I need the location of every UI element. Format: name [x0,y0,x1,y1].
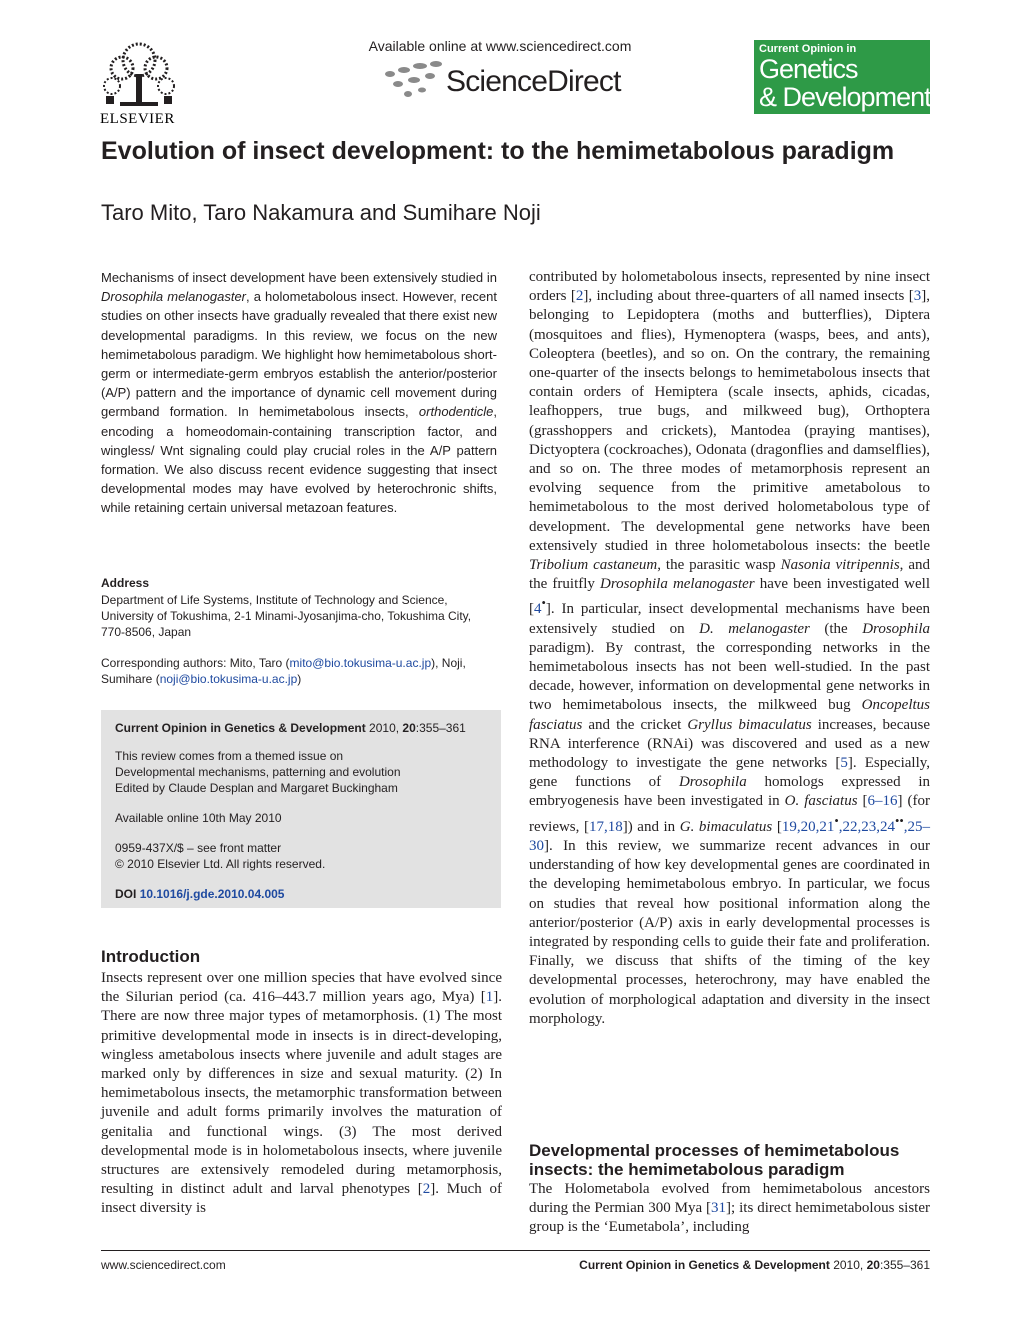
footer-divider [101,1250,930,1251]
abstract [101,268,497,518]
citation-link[interactable]: ,25–30 [529,818,930,854]
citation-link[interactable]: ,22,23,24 [838,818,895,835]
species-name: G. bimaculatus [679,818,773,835]
body-text: [ [772,818,782,835]
address [101,592,501,640]
body-text: increases, because RNA interference (RNAi) was discovered and used as a new methodology to investigate the gene networks [ [529,716,930,772]
info-year: 2010, [369,721,400,735]
footer-citation [579,1258,930,1272]
body-text: ]; its direct hemimetabolous sister group is the ‘Eumetabola’, including [529,1200,930,1236]
sciencedirect-wordmark: ScienceDirect [446,65,621,98]
species-name: Oncopeltus fasciatus [529,697,930,733]
elsevier-wordmark: ELSEVIER [100,111,175,127]
journal-logo-line2: & Development [759,82,931,112]
email-link[interactable]: mito@bio.tokusima-u.ac.jp [289,656,432,670]
body-text: The Holometabola evolved from hemimetabolous ancestors during the Permian 300 Mya [ [529,1181,930,1217]
elsevier-logo [100,40,180,130]
citation-link[interactable]: 4 [534,601,542,618]
footer-pages: :355–361 [879,1258,930,1272]
body-text: contributed by holometabolous insects, represented by nine insect orders [ [529,269,930,305]
body-text: ], including about three-quarters of all named insects [ [583,288,914,305]
section-heading: Developmental processes of hemimetabolous insects: the hemimetabolous paradigm [529,1141,900,1179]
recommended-bullet: • [834,813,839,828]
body-text: , the parasitic wasp [657,557,781,574]
info-themed-issue: This review comes from a themed issue on [115,749,344,763]
species-name: Nasonia vitripennis [780,557,900,574]
address-line: Department of Life Systems, Institute of Technology and Science, [101,593,448,607]
journal-logo-line1: Genetics [759,54,858,84]
section-text [529,1180,930,1238]
info-pages: :355–361 [415,721,466,735]
body-text: and the cricket [582,716,688,733]
recommended-bullet: •• [894,813,904,828]
footer-year: 2010, [829,1258,867,1272]
info-doi [115,886,284,902]
species-name: D. melanogaster [699,620,810,637]
footer-volume: 20 [866,1258,880,1272]
citation-link[interactable]: 6–16 [867,793,898,810]
info-available: Available online 10th May 2010 [115,811,282,825]
citation-link[interactable]: 3 [913,288,922,305]
corresponding-authors [101,655,501,687]
species-name: Drosophila [862,620,930,637]
body-text: homologs expressed in embryogenesis have been investigated in [529,774,931,810]
address-line: University of Tokushima, 2-1 Minami-Jyosanjima-cho, Tokushima City, [101,609,472,623]
citation-link[interactable]: 2 [422,1181,431,1198]
right-column-text [529,268,930,1029]
gene-name: orthodenticle [418,404,494,420]
elsevier-tree-icon [100,40,178,108]
citation-link[interactable]: 2 [575,288,584,305]
sciencedirect-logo [384,60,644,104]
address-heading: Address [101,576,150,590]
body-text: ]. Especially, gene functions of [529,755,931,791]
citation-link[interactable]: 1 [485,989,494,1006]
species-name: Drosophila [678,774,747,791]
body-text: ]) and in [622,818,680,835]
article-authors: Taro Mito, Taro Nakamura and Sumihare Noji [101,200,541,225]
citation-link[interactable]: 19,20,21 [781,818,835,835]
species-name: Drosophila melanogaster [101,289,247,305]
body-text: [ [857,793,868,810]
body-text: ]. Much of insect diversity is [101,1181,502,1217]
body-text: ] (for reviews, [ [529,793,931,835]
journal-logo-top: Current Opinion in [759,43,857,55]
doi-link[interactable]: 10.1016/j.gde.2010.04.005 [139,887,285,901]
introduction-text [101,969,502,1219]
species-name: Drosophila melanogaster [600,576,755,593]
info-issn: 0959-437X/$ – see front matter [115,841,282,855]
body-text: ], belonging to Lepidoptera (moths and butterflies), Diptera (mosquitoes and flies), Hymenoptera (wasps, bees, and ants), Coleoptera (beetles), and so on. On the contrary, the remaining one-quarter of the insects belongs to hemimetabolous insects that contain orders of Hemiptera (scale insects, aphids, cicadas, leafhoppers, true bugs, and milkweed bug), Orthoptera (grasshoppers and crickets), Mantodea (praying mantises), Dictyoptera (cockroaches), Odonata (dragonflies and damselflies), and so on. The three modes of metamorphosis represent an evolving sequence from the primitive ametabolous to hemimetabolous to the most derived holometabolous type of development. The developmental gene networks have been extensively studied in three holometabolous insects: the beetle [529,288,930,554]
info-journal-name: Current Opinion in Genetics & Development [115,721,366,735]
abstract-text: Mechanisms of insect development have been extensively studied in [101,270,497,285]
body-text: (the [809,620,863,637]
body-text: ]. In particular, insect developmental mechanisms have been extensively studied on [529,601,930,637]
species-name: Tribolium castaneum [529,557,658,574]
info-journal [115,720,466,736]
corresponding-text: Sumihare ( [101,672,160,686]
citation-link[interactable]: 31 [711,1200,727,1217]
abstract-text: , a holometabolous insect. However, recent studies on other insects have gradually revealed that there exist new developmental paradigms. In this review, we focus on the new hemimetabolous paradigm. We highlight how hemimetabolous short-germ or intermediate-germ embryos establish the anterior/posterior (A/P) pattern and the importance of dynamic cell movement during germband formation. In hemimetabolous insects, [101,289,497,420]
citation-link[interactable]: 17,18 [588,818,623,835]
species-name: Gryllus bimaculatus [687,716,812,733]
address-line: 770-8506, Japan [101,625,192,639]
body-text: Insects represent over one million species that have evolved since the Silurian period (ca. 416–443.7 million years ago, Mya) [ [101,970,502,1006]
species-name: O. fasciatus [784,793,858,810]
citation-link[interactable]: 5 [840,755,848,772]
corresponding-text: ) [297,672,302,686]
body-text: ]. There are now three major types of metamorphosis. (1) The most primitive developmental mode in insects is in direct-developing, wingless ametabolous insects where juvenile and adult stages are marked only by differences in size and sexual maturity. (2) In hemimetabolous insects, the metamorphic transformation between juvenile and adult forms primarily involves the maturation of genitalia and functional wings. (3) The most derived developmental mode is in holometabolous insects, where juvenile structures are extensively remodeled during metamorphosis, resulting in distinct adult and larval phenotypes [ [101,989,502,1198]
sciencedirect-dots-icon [384,60,446,100]
footer-journal: Current Opinion in Genetics & Development [579,1258,830,1272]
info-box [101,710,501,908]
info-volume: 20 [402,721,416,735]
body-text: have been investigated well [ [529,576,930,618]
body-text: ]. In this review, we summarize recent advances in our understanding of how key developmental genes are coordinated in the developing hemimetabolous embryo. In particular, we focus on studies that reveal how positional information along the anterior/posterior (A/P) axis in early developmental processes is integrated by responding cells to guide their fate and proliferation. Finally, we discuss that shifts of the timing of the key developmental processes, heterochrony, may have enabled the evolution of morphological adaptation and diversity in the insect morphology. [529,837,930,1027]
journal-logo [754,40,930,114]
info-editors: Edited by Claude Desplan and Margaret Buckingham [115,781,398,795]
body-text: paradigm). By contrast, the corresponding networks in the hemimetabolous insects has not been well-studied. In the past decade, however, information on developmental gene networks in two hemimetabolous insects, the milkweed bug [529,639,930,714]
info-copyright: © 2010 Elsevier Ltd. All rights reserved. [115,857,326,871]
doi-label: DOI [115,887,137,901]
corresponding-text: ), Noji, [431,656,466,670]
footer-url[interactable]: www.sciencedirect.com [101,1258,226,1272]
corresponding-text: Corresponding authors: Mito, Taro ( [101,656,290,670]
abstract-text: , encoding a homeodomain-containing transcription factor, and wingless/ Wnt signaling could play crucial roles in the A/P pattern formation. We also discuss recent evidence suggesting that insect developmental modes may have evolved by heterochronic shifts, while retaining certain universal metazoan features. [101,404,497,516]
article-title: Evolution of insect development: to the hemimetabolous paradigm [101,137,895,165]
available-online: Available online at www.sciencedirect.com [368,38,632,54]
email-link[interactable]: noji@bio.tokusima-u.ac.jp [159,672,298,686]
recommended-bullet: • [541,596,546,611]
introduction-heading: Introduction [101,947,201,966]
info-themed-title: Developmental mechanisms, patterning and evolution [115,765,401,779]
body-text: , and the fruitfly [529,557,930,593]
